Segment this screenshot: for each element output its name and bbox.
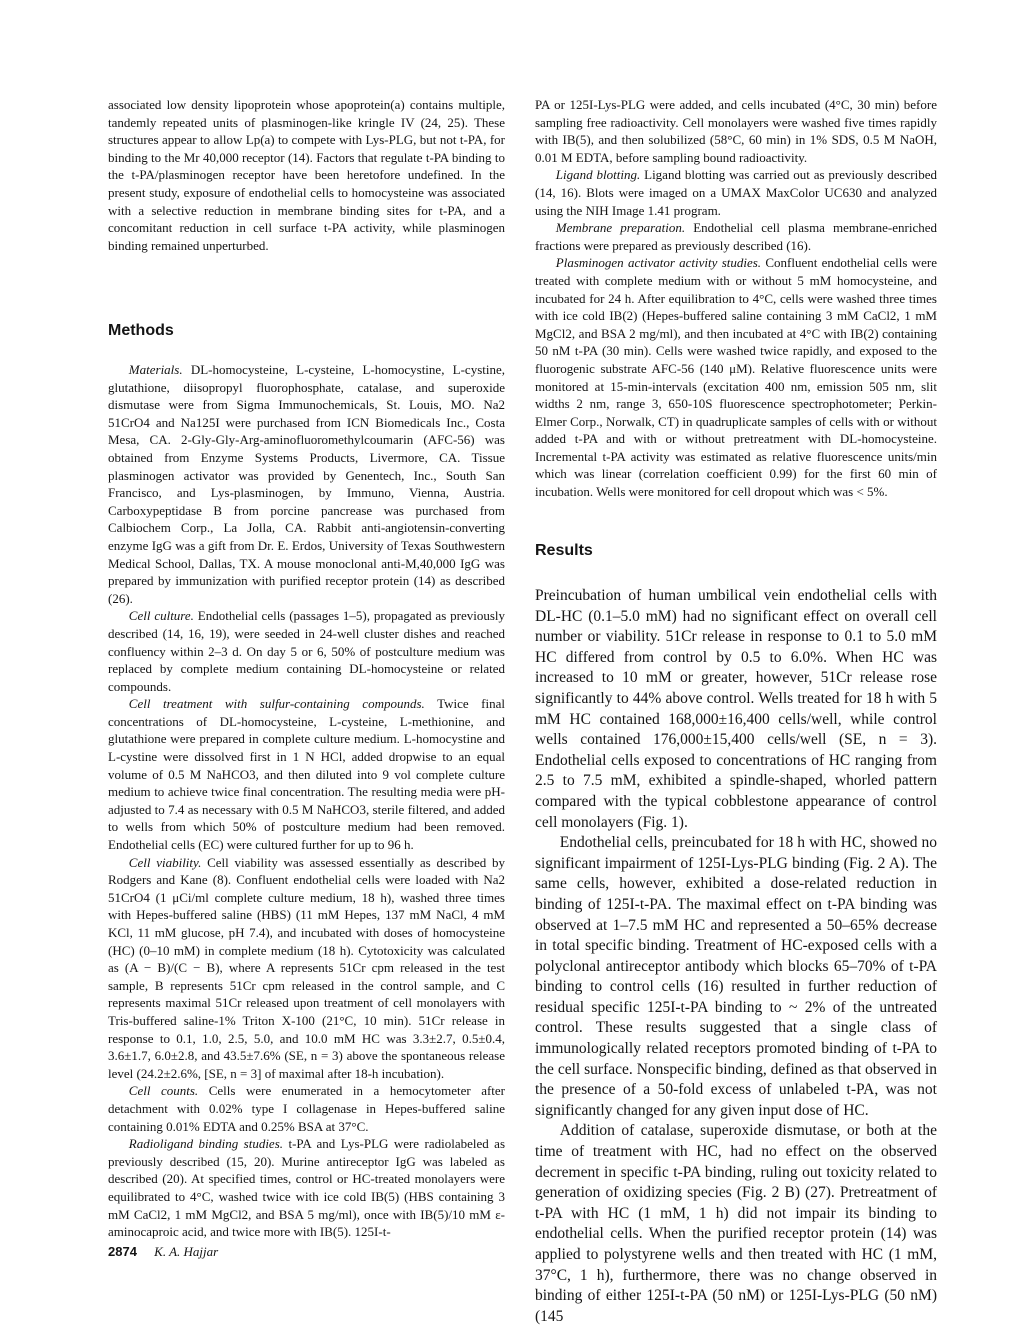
paragraph-title: Membrane preparation. bbox=[555, 220, 686, 236]
methods-body bbox=[108, 361, 505, 1241]
right-column-methods bbox=[535, 96, 937, 501]
methods-paragraph bbox=[108, 1082, 505, 1135]
results-paragraph: Addition of catalase, superoxide dismutase, or both at the time of treatment with HC, had no effect on the observed decrement in specific t-PA binding, ruling out toxicity related to generation of oxidizing species (Fig. 2 B) (27). Pretreatment of t-PA with HC (1 mM, 1 h) did not impair its binding to endothelial cells. When the purified receptor protein (14) was applied to polystyrene wells and then treated with HC (1 mM, 37°C, 1 h), furthermore, there was no change observed in binding of either 125I-t-PA (50 nM) or 125I-Lys-PLG (50 nM) (145 bbox=[535, 1122, 937, 1325]
results-paragraph: Preincubation of human umbilical vein endothelial cells with DL-HC (0.1–5.0 mM) had no significant effect on overall cell number or viability. 51Cr release in response to 0.1 to 5.0 mM HC differed from control by 0.5 to 6.0%. When HC was increased to 10 mM or greater, however, 51Cr release rose significantly to 44% above control. Wells treated for 18 h with 5 mM HC contained 168,000±16,400 cells/well, while control wells contained 176,000±15,400 cells/well (SE, n = 3). Endothelial cells exposed to concentrations of HC ranging from 2.5 to 7.5 mM, exhibited a spindle-shaped, whorled pattern compared with the typical cobblestone appearance of control cell monolayers (Fig. 1). bbox=[535, 587, 937, 831]
paragraph-title: Cell counts. bbox=[128, 1083, 199, 1099]
paragraph-text: Confluent endothelial cells were treated with complete medium with or without 5 mM homocysteine, and incubated for 24 h. After equilibration to 4°C, cells were washed three times with ice cold IB(2) (Hepes-buffered saline containing 3 mM CaCl2, 1 mM MgCl2, and BSA 2 mg/ml), and then incubated at 4°C with IB(2) containing 50 nM t-PA (30 min). Cells were washed twice rapidly, and exposed to the fluorogenic substrate AFC-56 (140 μM). Relative fluorescence units were monitored at 15-min-intervals (excitation 400 nm, emission 505 nm, slit widths 2 nm, range 3, 650-10S fluorescence spectrophotometer; Perkin-Elmer Corp., Norwalk, CT) in quadruplicate samples of cells with or without added t-PA and with or without pretreatment with DL-homocysteine. Incremental t-PA activity was estimated as relative fluorescence units/min which was linear (correlation coefficient 0.99) for the first 60 min of incubation. Wells were monitored for cell dropout which was < 5%. bbox=[535, 255, 937, 500]
paragraph-title: Cell viability. bbox=[128, 854, 202, 870]
results-paragraph: Endothelial cells, preincubated for 18 h with HC, showed no significant impairment of 125I-Lys-PLG binding (Fig. 2 A). The same cells, however, exhibited a dose-related reduction in binding of 125I-t-PA. The maximal effect on t-PA binding was observed at 1–7.5 mM HC and represented a 50–65% decrease in total specific binding. Treatment of HC-exposed cells with a polyclonal antireceptor antibody which blocks 65–70% of t-PA binding to control cells (16) resulted in further reduction of residual specific 125I-t-PA binding to ~ 2% of the untreated control. These results suggested that a single class of immunologically related receptors promoted binding of t-PA to the cell surface. Nonspecific binding, defined as that observed in the presence of a 50-fold excess of unlabeled t-PA, was not significantly changed for any given input dose of HC. bbox=[535, 834, 937, 1119]
paragraph-title: Radioligand binding studies. bbox=[128, 1136, 284, 1152]
results-body bbox=[535, 586, 937, 1327]
paragraph-title: Plasminogen activator activity studies. bbox=[555, 255, 762, 271]
paragraph-text: Endothelial cells (passages 1–5), propagated as previously described (14, 16, 19), were seeded in 24-well cluster dishes and reached confluency within 2–3 d. On day 5 or 6, 50% of postculture medium was replaced by complete medium containing DL-homocysteine or related compounds. bbox=[108, 608, 505, 694]
methods-paragraph bbox=[108, 854, 505, 1083]
running-author: K. A. Hajjar bbox=[154, 1244, 219, 1259]
methods-paragraph bbox=[108, 361, 505, 607]
paragraph-text: Cells were enumerated in a hemocytometer after detachment with 0.02% type I collagenase in Hepes-buffered saline containing 0.01% EDTA and 0.25% BSA at 37°C. bbox=[108, 1083, 506, 1134]
paragraph-title: Materials. bbox=[128, 362, 183, 377]
paragraph-text: PA or 125I-Lys-PLG were added, and cells incubated (4°C, 30 min) before sampling free radioactivity. Cell monolayers were washed five times rapidly with IB(5), and then solubilized (58°C, 60 min) in 1% SDS, 0.5 M NaOH, 0.01 M EDTA, before sampling bound radioactivity. bbox=[535, 97, 937, 165]
intro-paragraph: associated low density lipoprotein whose apoprotein(a) contains multiple, tandemly repeated units of plasminogen-like kringle IV (24, 25). These structures appear to allow Lp(a) to compete with Lys-PLG, but not t-PA, for binding to the Mr 40,000 receptor (14). Factors that regulate t-PA binding to the t-PA/plasminogen receptor have been heretofore undefined. In the present study, exposure of endothelial cells to homocysteine was associated with a selective reduction in membrane binding sites for t-PA, and a concomitant reduction in cell surface t-PA activity, while plasminogen binding remained unperturbed. bbox=[108, 97, 505, 253]
methods-paragraph bbox=[535, 219, 937, 254]
paragraph-text: Ligand blotting was carried out as previously described (14, 16). Blots were imaged on a UMAX MaxColor UC630 and analyzed using the NIH Image 1.41 program. bbox=[535, 167, 938, 218]
methods-heading: Methods bbox=[108, 322, 174, 339]
page-number: 2874 bbox=[108, 1244, 137, 1259]
paragraph-text: Cell viability was assessed essentially as described by Rodgers and Kane (8). Confluent endothelial cells were loaded with Na2 51CrO4 (1 μCi/ml complete culture medium, 18 h), washed three times with Hepes-buffered saline (HBS) (11 mM Hepes, 137 mM NaCl, 4 mM KCl, 11 mM glucose, pH 7.4), and incubated with doses of homocysteine (HC) (0–10 mM) in complete medium (18 h). Cytotoxicity was calculated as (A − B)/(C − B), where A represents 51Cr cpm released in the test sample, B represents 51Cr cpm released in the control sample, and C represents maximal 51Cr released upon treatment of cell monolayers with Tris-buffered saline-1% Triton X-100 (21°C, 10 min). 51Cr release in response to 0.1, 1.0, 2.5, 5.0, and 10.0 mM HC was 3.3±2.7, 0.5±0.4, 3.6±1.7, 6.0±2.8, and 43.5±7.6% (SE, n = 3) above the spontaneous release level (24.2±2.6%, [SE, n = 3] of maximal after 18-h incubation). bbox=[108, 854, 506, 1081]
paragraph-title: Cell treatment with sulfur-containing compounds. bbox=[128, 696, 425, 712]
methods-paragraph bbox=[535, 254, 937, 500]
paragraph-text: Endothelial cell plasma membrane-enriched fractions were prepared as previously described (16). bbox=[535, 220, 937, 253]
paragraph-title: Cell culture. bbox=[128, 608, 194, 624]
left-column-intro bbox=[108, 96, 505, 254]
page-footer bbox=[108, 1244, 218, 1260]
paragraph-text: Twice final concentrations of DL-homocysteine, L-cysteine, L-methionine, and glutathione were prepared in complete culture medium. L-homocystine and L-cystine were dissolved first in 1 N HCl, added dropwise to an equal volume of 0.5 M NaHCO3, and then diluted into 9 vol complete culture medium to achieve twice final concentration. The resulting media were pH-adjusted to 7.4 as necessary with 0.5 M NaHCO3, sterile filtered, and added to wells from which 50% of postculture medium had been removed. Endothelial cells (EC) were cultured further for up to 96 h. bbox=[108, 696, 505, 853]
methods-paragraph bbox=[108, 1135, 505, 1241]
methods-paragraph bbox=[535, 96, 937, 166]
methods-paragraph bbox=[108, 695, 505, 853]
results-heading: Results bbox=[535, 542, 593, 559]
paragraph-text: DL-homocysteine, L-cysteine, L-homocystine, L-cystine, glutathione, diisopropyl fluorophosphate, catalase, and superoxide dismutase were from Sigma Immunochemicals, St. Louis, MO. Na2 51CrO4 and Na125I were purchased from ICN Biomedicals Inc., Costa Mesa, CA. 2-Gly-Gly-Arg-aminofluoromethylcoumarin (AFC-56) was obtained from Enzyme Systems Products, Livermore, CA. Tissue plasminogen activator was provided by Genentech, Inc., South San Francisco, and Lys-plasminogen, by Immuno, Vienna, Austria. Carboxypeptidase B from porcine pancrease was purchased from Calbiochem Corp., La Jolla, CA. Rabbit anti-angiotensin-converting enzyme IgG was a gift from Dr. E. Erdos, University of Texas Southwestern Medical School, Dallas, TX. A mouse monoclonal anti-M,40,000 IgG was prepared by immunization with purified receptor protein (14) as described (26). bbox=[108, 362, 505, 606]
paragraph-text: t-PA and Lys-PLG were radiolabeled as previously described (15, 20). Murine antireceptor IgG was labeled as described (20). At specified times, control or HC-treated monolayers were equilibrated to 4°C, washed twice with ice cold IB(5) (HBS containing 3 mM CaCl2, 1 mM MgCl2, and BSA 5 mg/ml), once with IB(5)/10 mM ε-aminocaproic acid, and twice more with IB(5). 125I-t- bbox=[108, 1136, 506, 1240]
methods-paragraph bbox=[535, 166, 937, 219]
methods-paragraph bbox=[108, 607, 505, 695]
paragraph-title: Ligand blotting. bbox=[555, 167, 641, 183]
